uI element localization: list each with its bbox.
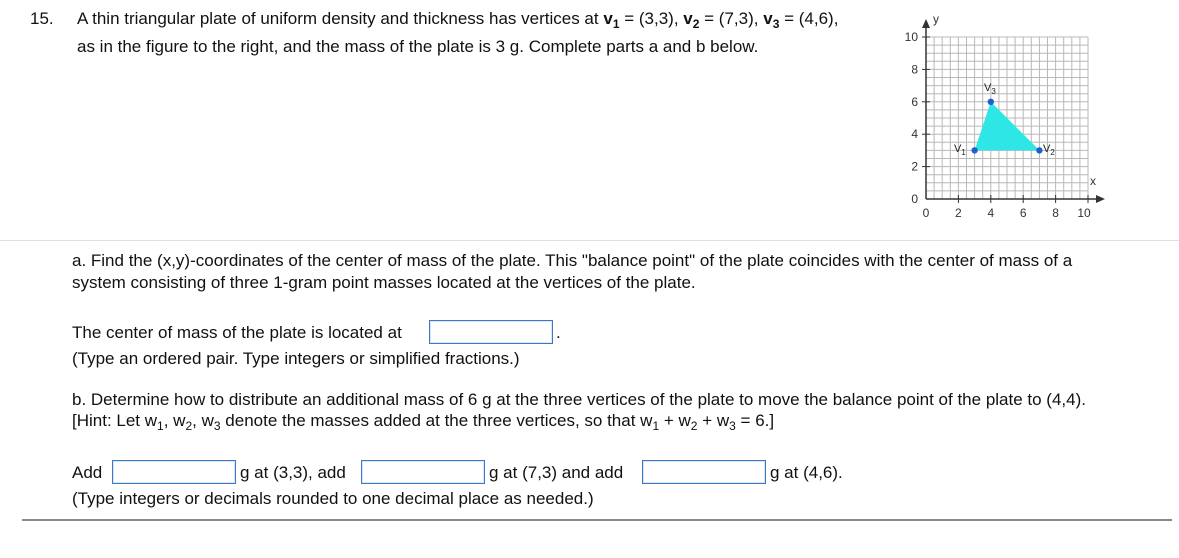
- hint-plus-2: + w: [697, 411, 730, 430]
- part-b-hint-line: [72, 410, 774, 432]
- y-tick-label-8: 8: [911, 62, 918, 77]
- x-tick-label-6: 6: [1019, 206, 1027, 220]
- x-axis-label: x: [1090, 174, 1096, 188]
- hint-start: [Hint: Let w: [72, 411, 158, 430]
- part-a-hint: (Type an ordered pair. Type integers or simplified fractions.): [72, 349, 520, 368]
- hint-middle: denote the masses added at the three vertices, so that w: [220, 411, 653, 430]
- x-tick-label-10: 10: [1077, 206, 1091, 220]
- hint-comma-1: , w: [163, 411, 186, 430]
- mass-at-v1-text: g at (3,3), add: [240, 463, 346, 482]
- hint-sub-1: 1: [157, 419, 164, 433]
- part-b-line1: b. Determine how to distribute an additional mass of 6 g at the three vertices of the plate to move the balance point of the plate to (4,4).: [72, 390, 1086, 409]
- vertex-v1-label: $V_1$: [954, 143, 966, 157]
- section-divider: [0, 240, 1179, 241]
- y-axis-label: y: [933, 12, 939, 26]
- mass-at-v3-text: g at (4,6).: [770, 463, 843, 482]
- x-tick-label-4: 4: [987, 206, 995, 220]
- triangle-figure: [893, 8, 1108, 224]
- hint-eq-sub-2: 2: [690, 419, 698, 433]
- vertex-v3-point: [988, 99, 994, 105]
- vertex-v3-label: $V_3$: [984, 82, 996, 96]
- v3-label: v: [763, 9, 773, 28]
- y-tick-label-6: 6: [911, 94, 918, 109]
- y-tick-label-10: 10: [904, 30, 918, 44]
- question-number: 15.: [30, 9, 54, 28]
- hint-sub-3: 3: [213, 419, 221, 433]
- v1-label: v: [603, 9, 613, 28]
- x-tick-label-2: 2: [955, 206, 962, 220]
- mass-at-v2-input[interactable]: [361, 460, 485, 484]
- vertex-v2-label: $V_2$: [1043, 143, 1055, 157]
- hint-end: = 6.]: [735, 411, 775, 430]
- v3-coordinates: = (4,6),: [779, 9, 839, 28]
- vertex-v2-point: [1036, 147, 1042, 153]
- y-tick-label-0: 0: [911, 192, 918, 206]
- hint-comma-2: , w: [192, 411, 214, 430]
- v2-subscript: 2: [692, 17, 700, 31]
- part-a-line2: system consisting of three 1-gram point masses located at the vertices of the plate.: [72, 273, 696, 292]
- mass-at-v2-text: g at (7,3) and add: [489, 463, 624, 482]
- v2-coordinates: = (7,3),: [699, 9, 764, 28]
- mass-at-v1-input[interactable]: [112, 460, 236, 484]
- y-tick-label-2: 2: [911, 159, 918, 174]
- intro-text: A thin triangular plate of uniform density and thickness has vertices at: [77, 9, 604, 28]
- part-a-line1: a. Find the (x,y)-coordinates of the center of mass of the plate. This "balance point" of the plate coincides with the center of mass of a: [72, 251, 1073, 270]
- axes: [922, 19, 1105, 203]
- hint-eq-sub-3: 3: [729, 419, 736, 433]
- center-of-mass-input[interactable]: [429, 320, 553, 344]
- hint-sub-2: 2: [185, 419, 193, 433]
- part-b-hint2: (Type integers or decimals rounded to one decimal place as needed.): [72, 489, 594, 508]
- y-tick-label-4: 4: [911, 127, 918, 142]
- problem-statement-line2: as in the figure to the right, and the mass of the plate is 3 g. Complete parts a and b below.: [77, 37, 759, 56]
- part-a-prompt-period: .: [556, 323, 561, 342]
- hint-eq-sub-1: 1: [652, 419, 660, 433]
- mass-at-v3-input[interactable]: [642, 460, 766, 484]
- problem-statement-line1: [77, 8, 838, 30]
- v3-subscript: 3: [772, 17, 780, 31]
- hint-plus-1: + w: [659, 411, 691, 430]
- v1-coordinates: = (3,3),: [619, 9, 684, 28]
- x-tick-label-0: 0: [922, 206, 930, 220]
- vertex-v1-point: [971, 147, 977, 153]
- v2-label: v: [683, 9, 693, 28]
- part-a-prompt: The center of mass of the plate is located at: [72, 323, 402, 342]
- add-label: Add: [72, 463, 103, 482]
- bottom-divider: [22, 519, 1172, 521]
- v1-subscript: 1: [612, 17, 620, 31]
- x-tick-label-8: 8: [1052, 206, 1059, 220]
